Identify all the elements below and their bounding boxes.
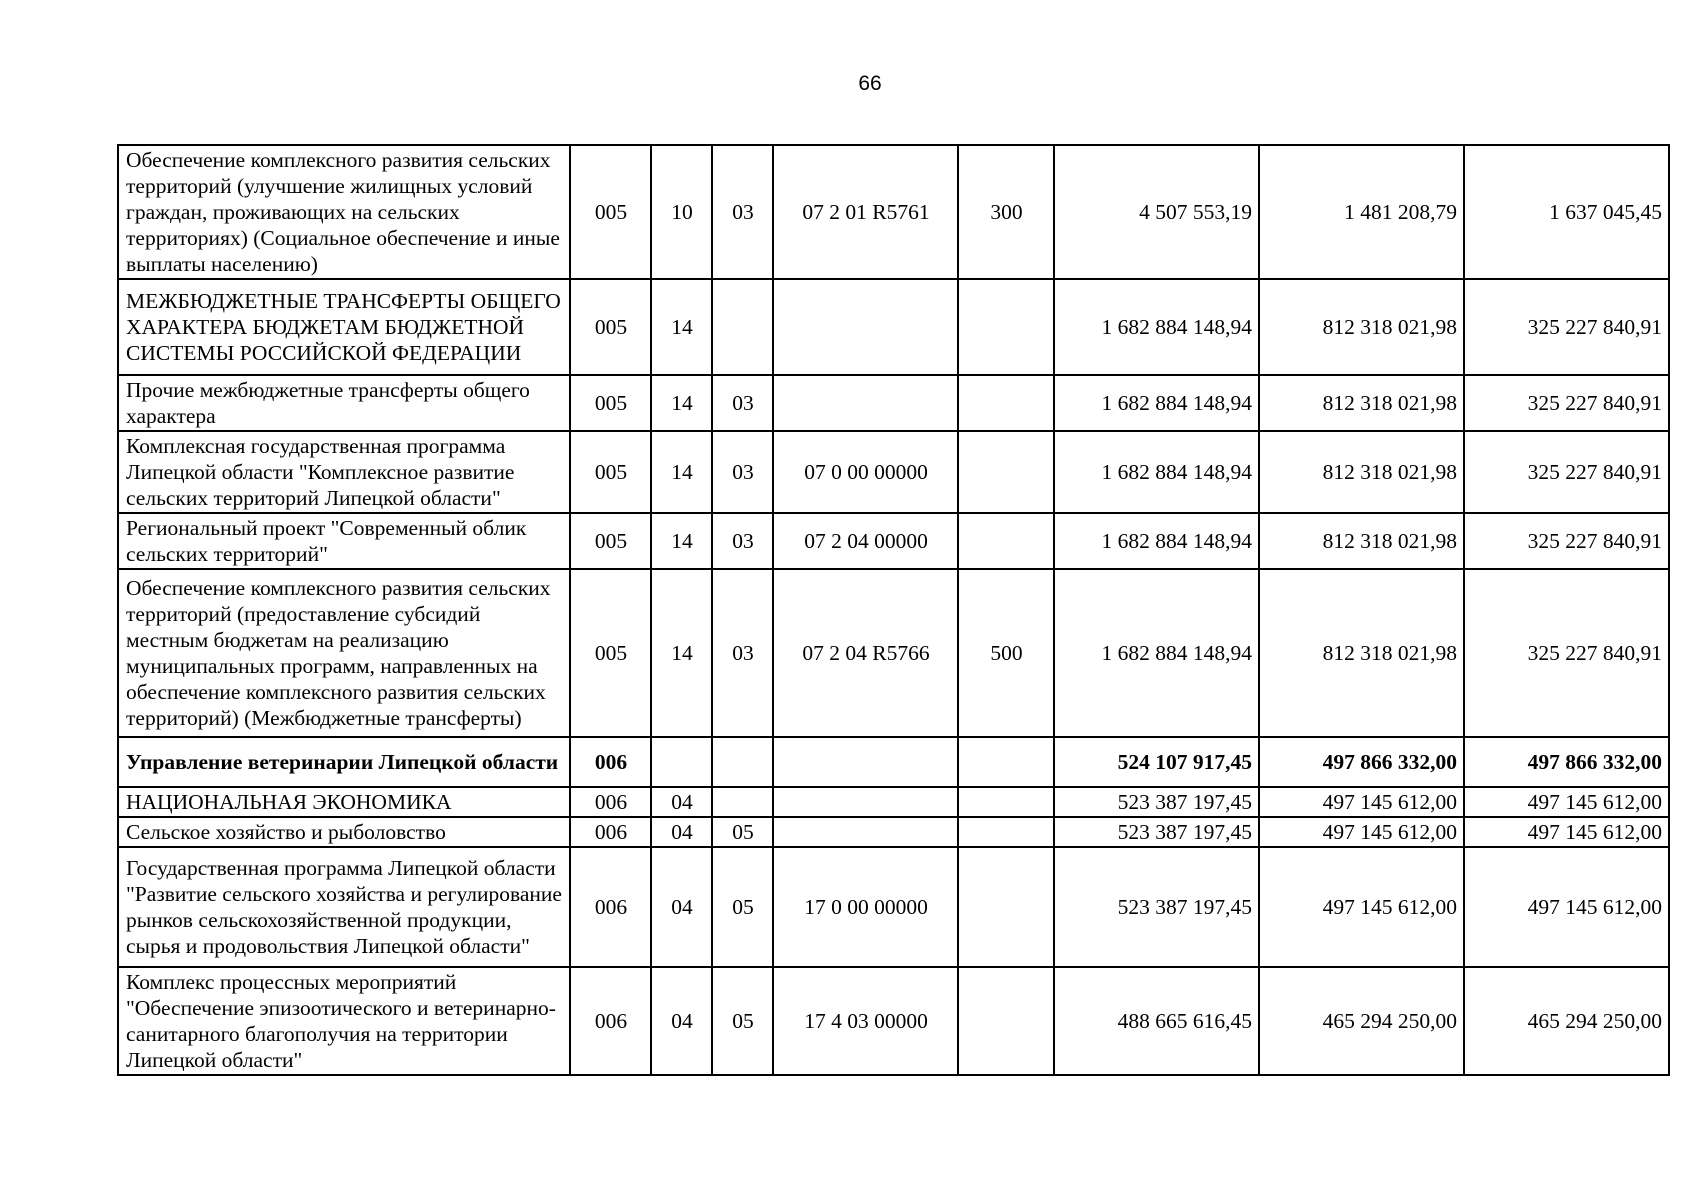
table-row bbox=[118, 145, 1669, 279]
row-name-cell: Прочие межбюджетные трансферты общего характера bbox=[118, 375, 570, 431]
subsection-code-cell: 05 bbox=[712, 817, 773, 847]
sum-year-2-cell: 465 294 250,00 bbox=[1259, 967, 1464, 1075]
sum-year-3-cell: 325 227 840,91 bbox=[1464, 375, 1669, 431]
sum-year-2-cell: 497 866 332,00 bbox=[1259, 737, 1464, 787]
sum-year-1-cell: 1 682 884 148,94 bbox=[1054, 279, 1259, 375]
expense-type-cell bbox=[958, 967, 1054, 1075]
row-name-cell: Государственная программа Липецкой области "Развитие сельского хозяйства и регулирование рынков сельскохозяйственной продукции, сырья и продовольствия Липецкой области" bbox=[118, 847, 570, 967]
sum-year-3-cell: 325 227 840,91 bbox=[1464, 513, 1669, 569]
sum-year-1-cell: 1 682 884 148,94 bbox=[1054, 513, 1259, 569]
sum-year-3-cell: 497 145 612,00 bbox=[1464, 787, 1669, 817]
sum-year-1-cell: 1 682 884 148,94 bbox=[1054, 375, 1259, 431]
target-code-cell bbox=[773, 279, 958, 375]
budget-table bbox=[117, 144, 1670, 1076]
sum-year-2-cell: 812 318 021,98 bbox=[1259, 513, 1464, 569]
ministry-code-cell: 005 bbox=[570, 279, 651, 375]
budget-table-body bbox=[118, 145, 1669, 1075]
section-code-cell: 14 bbox=[651, 513, 712, 569]
target-code-cell: 07 2 01 R5761 bbox=[773, 145, 958, 279]
table-row bbox=[118, 787, 1669, 817]
expense-type-cell: 500 bbox=[958, 569, 1054, 737]
subsection-code-cell: 03 bbox=[712, 569, 773, 737]
expense-type-cell bbox=[958, 787, 1054, 817]
sum-year-1-cell: 523 387 197,45 bbox=[1054, 847, 1259, 967]
ministry-code-cell: 005 bbox=[570, 513, 651, 569]
section-code-cell: 10 bbox=[651, 145, 712, 279]
subsection-code-cell: 05 bbox=[712, 847, 773, 967]
table-row bbox=[118, 967, 1669, 1075]
subsection-code-cell: 03 bbox=[712, 431, 773, 513]
target-code-cell: 07 2 04 R5766 bbox=[773, 569, 958, 737]
sum-year-2-cell: 812 318 021,98 bbox=[1259, 279, 1464, 375]
sum-year-1-cell: 524 107 917,45 bbox=[1054, 737, 1259, 787]
target-code-cell: 17 0 00 00000 bbox=[773, 847, 958, 967]
row-name-cell: Комплексная государственная программа Липецкой области "Комплексное развитие сельских территорий Липецкой области" bbox=[118, 431, 570, 513]
table-row bbox=[118, 279, 1669, 375]
table-row bbox=[118, 569, 1669, 737]
sum-year-1-cell: 4 507 553,19 bbox=[1054, 145, 1259, 279]
ministry-code-cell: 005 bbox=[570, 569, 651, 737]
row-name-cell: Обеспечение комплексного развития сельских территорий (предоставление субсидий местным бюджетам на реализацию муниципальных программ, направленных на обеспечение комплексного развития сельских территорий) (Межбюджетные трансферты) bbox=[118, 569, 570, 737]
target-code-cell: 07 0 00 00000 bbox=[773, 431, 958, 513]
ministry-code-cell: 006 bbox=[570, 817, 651, 847]
sum-year-3-cell: 1 637 045,45 bbox=[1464, 145, 1669, 279]
target-code-cell bbox=[773, 375, 958, 431]
ministry-code-cell: 006 bbox=[570, 847, 651, 967]
subsection-code-cell: 03 bbox=[712, 145, 773, 279]
ministry-code-cell: 006 bbox=[570, 737, 651, 787]
table-row bbox=[118, 431, 1669, 513]
sum-year-1-cell: 523 387 197,45 bbox=[1054, 787, 1259, 817]
sum-year-2-cell: 497 145 612,00 bbox=[1259, 787, 1464, 817]
target-code-cell: 07 2 04 00000 bbox=[773, 513, 958, 569]
sum-year-3-cell: 325 227 840,91 bbox=[1464, 431, 1669, 513]
table-row bbox=[118, 737, 1669, 787]
subsection-code-cell: 03 bbox=[712, 513, 773, 569]
subsection-code-cell: 05 bbox=[712, 967, 773, 1075]
sum-year-3-cell: 497 145 612,00 bbox=[1464, 847, 1669, 967]
section-code-cell: 14 bbox=[651, 431, 712, 513]
ministry-code-cell: 006 bbox=[570, 967, 651, 1075]
sum-year-1-cell: 1 682 884 148,94 bbox=[1054, 431, 1259, 513]
sum-year-2-cell: 1 481 208,79 bbox=[1259, 145, 1464, 279]
target-code-cell bbox=[773, 737, 958, 787]
subsection-code-cell bbox=[712, 787, 773, 817]
expense-type-cell bbox=[958, 817, 1054, 847]
ministry-code-cell: 005 bbox=[570, 431, 651, 513]
sum-year-2-cell: 812 318 021,98 bbox=[1259, 431, 1464, 513]
table-row bbox=[118, 375, 1669, 431]
sum-year-3-cell: 497 145 612,00 bbox=[1464, 817, 1669, 847]
table-row bbox=[118, 513, 1669, 569]
row-name-cell: МЕЖБЮДЖЕТНЫЕ ТРАНСФЕРТЫ ОБЩЕГО ХАРАКТЕРА БЮДЖЕТАМ БЮДЖЕТНОЙ СИСТЕМЫ РОССИЙСКОЙ ФЕДЕРАЦИИ bbox=[118, 279, 570, 375]
sum-year-2-cell: 497 145 612,00 bbox=[1259, 847, 1464, 967]
sum-year-2-cell: 812 318 021,98 bbox=[1259, 569, 1464, 737]
row-name-cell: НАЦИОНАЛЬНАЯ ЭКОНОМИКА bbox=[118, 787, 570, 817]
page-number: 66 bbox=[858, 72, 882, 95]
sum-year-2-cell: 812 318 021,98 bbox=[1259, 375, 1464, 431]
expense-type-cell bbox=[958, 737, 1054, 787]
row-name-cell: Обеспечение комплексного развития сельских территорий (улучшение жилищных условий граждан, проживающих на сельских территориях) (Социальное обеспечение и иные выплаты населению) bbox=[118, 145, 570, 279]
table-row bbox=[118, 847, 1669, 967]
target-code-cell: 17 4 03 00000 bbox=[773, 967, 958, 1075]
row-name-cell: Управление ветеринарии Липецкой области bbox=[118, 737, 570, 787]
expense-type-cell: 300 bbox=[958, 145, 1054, 279]
expense-type-cell bbox=[958, 431, 1054, 513]
sum-year-3-cell: 325 227 840,91 bbox=[1464, 569, 1669, 737]
sum-year-3-cell: 465 294 250,00 bbox=[1464, 967, 1669, 1075]
expense-type-cell bbox=[958, 375, 1054, 431]
ministry-code-cell: 005 bbox=[570, 145, 651, 279]
subsection-code-cell: 03 bbox=[712, 375, 773, 431]
subsection-code-cell bbox=[712, 737, 773, 787]
row-name-cell: Сельское хозяйство и рыболовство bbox=[118, 817, 570, 847]
section-code-cell: 14 bbox=[651, 569, 712, 737]
table-row bbox=[118, 817, 1669, 847]
sum-year-2-cell: 497 145 612,00 bbox=[1259, 817, 1464, 847]
sum-year-1-cell: 523 387 197,45 bbox=[1054, 817, 1259, 847]
sum-year-1-cell: 1 682 884 148,94 bbox=[1054, 569, 1259, 737]
sum-year-1-cell: 488 665 616,45 bbox=[1054, 967, 1259, 1075]
expense-type-cell bbox=[958, 513, 1054, 569]
sum-year-3-cell: 325 227 840,91 bbox=[1464, 279, 1669, 375]
target-code-cell bbox=[773, 787, 958, 817]
ministry-code-cell: 005 bbox=[570, 375, 651, 431]
section-code-cell: 14 bbox=[651, 375, 712, 431]
expense-type-cell bbox=[958, 847, 1054, 967]
ministry-code-cell: 006 bbox=[570, 787, 651, 817]
row-name-cell: Региональный проект "Современный облик сельских территорий" bbox=[118, 513, 570, 569]
sum-year-3-cell: 497 866 332,00 bbox=[1464, 737, 1669, 787]
row-name-cell: Комплекс процессных мероприятий "Обеспечение эпизоотического и ветеринарно-санитарного благополучия на территории Липецкой области" bbox=[118, 967, 570, 1075]
section-code-cell: 04 bbox=[651, 967, 712, 1075]
expense-type-cell bbox=[958, 279, 1054, 375]
section-code-cell: 04 bbox=[651, 847, 712, 967]
target-code-cell bbox=[773, 817, 958, 847]
section-code-cell: 04 bbox=[651, 787, 712, 817]
subsection-code-cell bbox=[712, 279, 773, 375]
section-code-cell: 04 bbox=[651, 817, 712, 847]
section-code-cell: 14 bbox=[651, 279, 712, 375]
section-code-cell bbox=[651, 737, 712, 787]
